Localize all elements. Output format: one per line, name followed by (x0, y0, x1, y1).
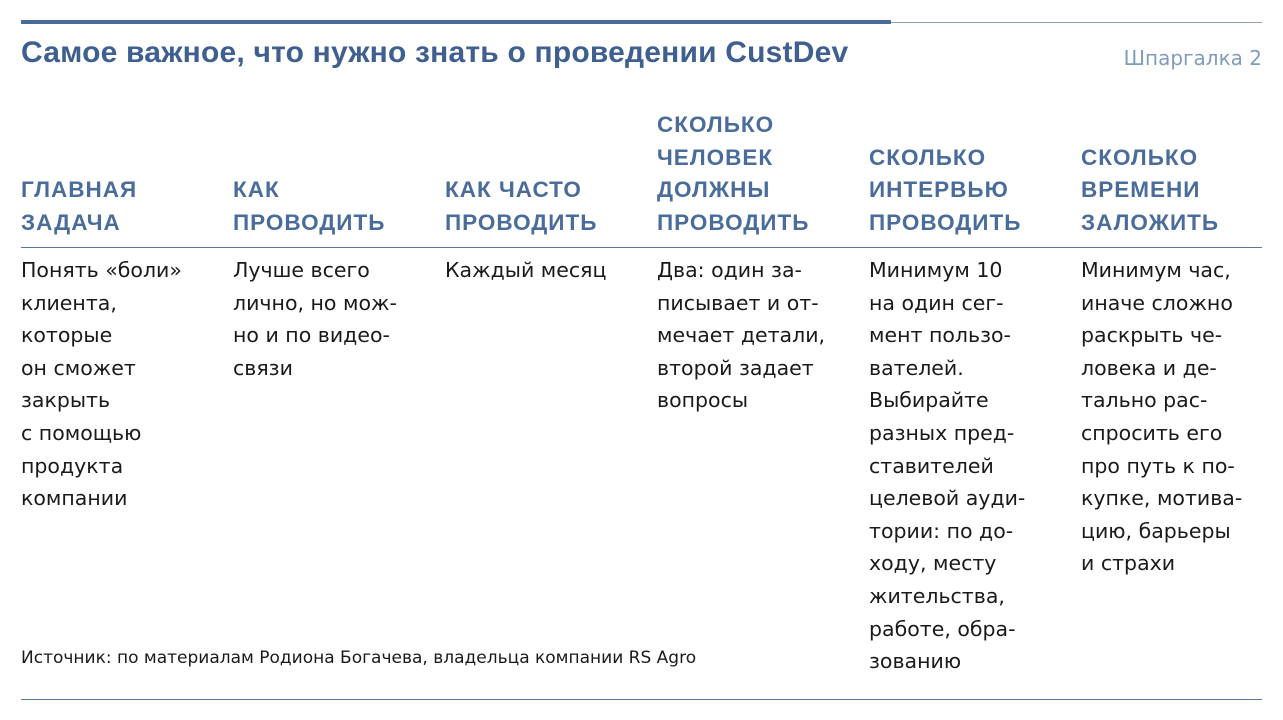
column-header-main-task: ГЛАВНАЯ ЗАДАЧА (21, 177, 138, 235)
cell-how-often: Каждый месяц (445, 258, 607, 282)
source-note: Источник: по материалам Родиона Богачева, владельца компании RS Agro (21, 648, 697, 668)
column-header-how-many-people: СКОЛЬКО ЧЕЛОВЕК ДОЛЖНЫ ПРОВОДИТЬ (657, 112, 810, 235)
cell-how-many-people: Два: один за- писывает и от- мечает детали, второй задает вопросы (657, 258, 826, 413)
bottom-rule (21, 699, 1262, 700)
table-header-row (21, 100, 1262, 239)
page-title: Самое важное, что нужно знать о проведении CustDev (21, 36, 849, 69)
top-rule (891, 22, 1262, 23)
cell-how: Лучше всего лично, но мож- но и по видео- связи (233, 258, 397, 380)
cell-main-task: Понять «боли» клиента, которые он сможет закрыть с помощью продукта компании (21, 258, 182, 511)
header-divider (21, 247, 1262, 248)
column-header-how-many-interviews: СКОЛЬКО ИНТЕРВЬЮ ПРОВОДИТЬ (869, 144, 1022, 235)
cell-how-much-time: Минимум час, иначе сложно раскрыть че- ловека и де- тально рас- спросить его про путь к по- купке, мотива- цию, барьеры и страхи (1081, 258, 1243, 576)
column-header-how-much-time: СКОЛЬКО ВРЕМЕНИ ЗАЛОЖИТЬ (1081, 144, 1220, 235)
cheat-sheet-label: Шпаргалка 2 (1123, 46, 1262, 70)
cell-how-many-interviews: Минимум 10 на один сег- мент пользо- вателей. Выбирайте разных пред- ставителей целевой ауди- тории: по до- ходу, месту жительства, работе, обра- зованию (869, 258, 1026, 674)
top-rule-accent (21, 20, 891, 24)
column-header-how: КАК ПРОВОДИТЬ (233, 177, 386, 235)
column-header-how-often: КАК ЧАСТО ПРОВОДИТЬ (445, 177, 598, 235)
